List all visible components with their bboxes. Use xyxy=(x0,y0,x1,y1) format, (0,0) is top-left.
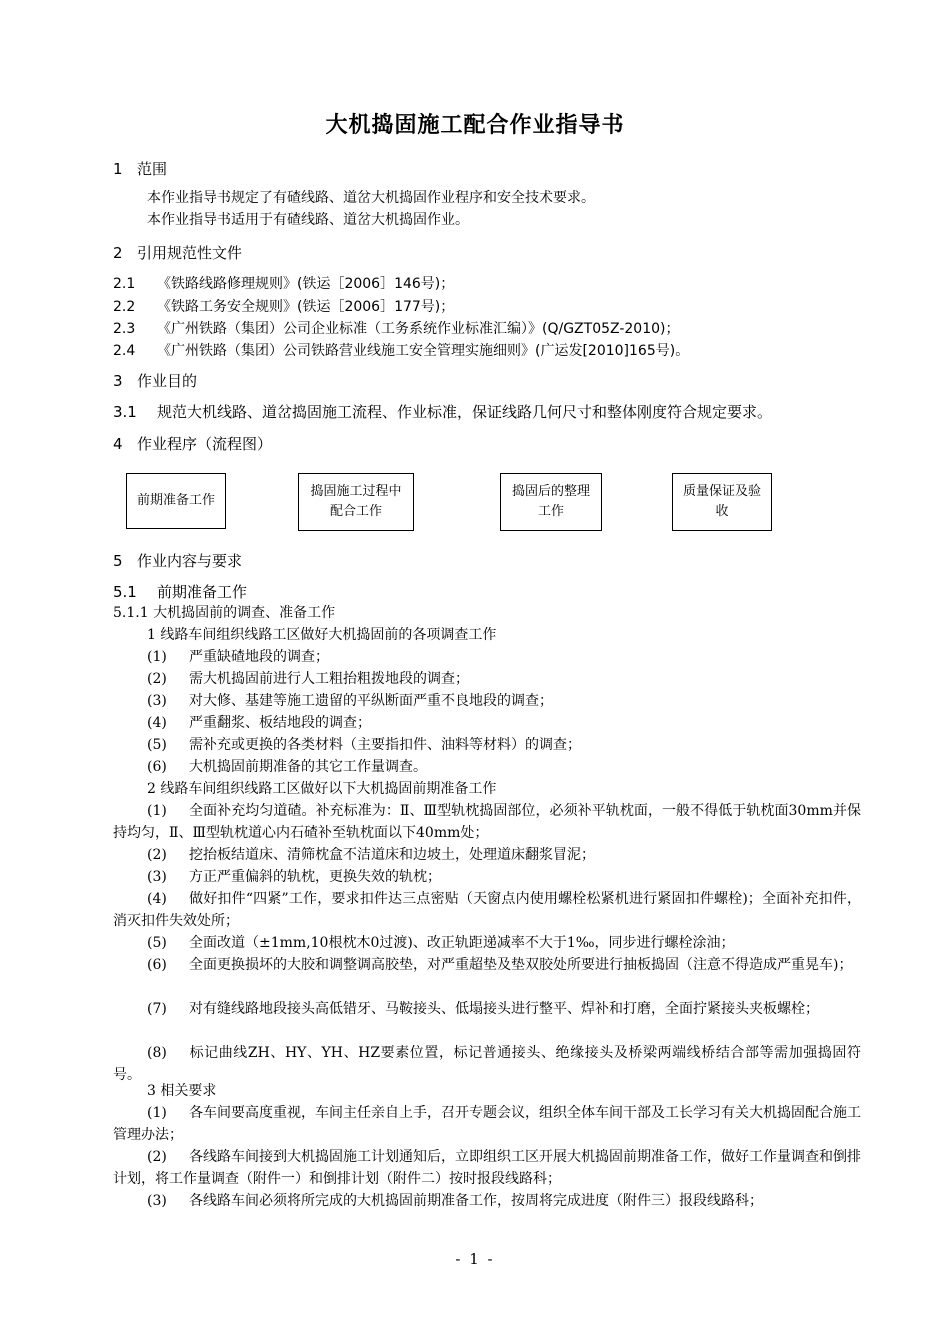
paragraph: 本作业指导书规定了有碴线路、道岔大机捣固作业程序和安全技术要求。 xyxy=(147,190,595,206)
item-text: 各线路车间必须将所完成的大机捣固前期准备工作，按周将完成进度（附件三）报段线路科； xyxy=(189,1193,763,1209)
list-item xyxy=(147,712,371,734)
group-title: 2 线路车间组织线路工区做好以下大机捣固前期准备工作 xyxy=(147,781,497,797)
item-text: 对有缝线路地段接头高低错牙、马鞍接头、低塌接头进行整平、焊补和打磨，全面拧紧接头夹板螺栓； xyxy=(189,1001,819,1017)
section-number: 4 xyxy=(113,435,123,453)
section-title: 作业程序（流程图） xyxy=(137,435,273,453)
item-text: 需大机捣固前进行人工粗抬粗拨地段的调查； xyxy=(189,671,469,687)
section-title: 范围 xyxy=(137,160,168,178)
item-label: (2) xyxy=(147,1149,167,1165)
subsection-number: 3.1 xyxy=(113,403,137,421)
reference-item xyxy=(113,318,680,338)
section-4-heading xyxy=(113,433,272,454)
item-text: 标记曲线ZH、HY、YH、HZ要素位置，标记普通接头、绝缘接头及桥梁两端线桥结合部等需加强捣固符号。 xyxy=(113,1045,861,1083)
page-title: 大机捣固施工配合作业指导书 xyxy=(325,113,625,138)
item-label: (1) xyxy=(147,1105,167,1121)
group-title: 3 相关要求 xyxy=(147,1083,217,1099)
item-text: 全面改道（±1mm,10根枕木0过渡)、改正轨距递减率不大于1‰，同步进行螺栓涂油； xyxy=(189,935,735,951)
subsubsection-title: 5.1.1 大机捣固前的调查、准备工作 xyxy=(113,605,336,621)
item-label: (3) xyxy=(147,869,167,885)
item-text: 做好扣件“四紧”工作，要求扣件达三点密贴（天窗点内使用螺栓松紧机进行紧固扣件螺栓)；全面补充扣件，消灭扣件失效处所； xyxy=(113,891,861,929)
item-label: (4) xyxy=(147,715,167,731)
item-text: 各线路车间接到大机捣固施工计划通知后，立即组织工区开展大机捣固前期准备工作，做好工作量调查和倒排计划，将工作量调查（附件一）和倒排计划（附件二）按时报段线路科； xyxy=(113,1149,861,1187)
item-label: (3) xyxy=(147,693,167,709)
reference-item xyxy=(113,273,454,293)
list-item xyxy=(147,668,469,690)
reference-item xyxy=(113,340,689,360)
flowchart-box: 前期准备工作 xyxy=(126,473,226,529)
list-item xyxy=(113,932,861,954)
item-label: (1) xyxy=(147,649,167,665)
item-label: (6) xyxy=(147,759,167,775)
subsection-5-1 xyxy=(113,581,247,602)
section-title: 作业目的 xyxy=(137,372,198,390)
item-text: 严重缺碴地段的调查； xyxy=(189,649,329,665)
list-item xyxy=(147,690,553,712)
paragraph: 本作业指导书适用于有碴线路、道岔大机捣固作业。 xyxy=(147,212,469,228)
page-number: - 1 - xyxy=(455,1250,495,1268)
section-number: 2 xyxy=(113,244,123,262)
list-item xyxy=(147,734,581,756)
flowchart-box: 捣固后的整理工作 xyxy=(500,473,602,531)
list-item xyxy=(113,954,861,976)
list-item xyxy=(113,1102,861,1146)
item-label: (3) xyxy=(147,1193,167,1209)
item-text: 方正严重偏斜的轨枕，更换失效的轨枕； xyxy=(189,869,441,885)
item-text: 大机捣固前期准备的其它工作量调查。 xyxy=(189,759,427,775)
item-label: (2) xyxy=(147,671,167,687)
list-item xyxy=(113,1190,861,1212)
section-title: 引用规范性文件 xyxy=(137,244,243,262)
item-text: 挖抬板结道床、清筛枕盒不洁道床和边坡土，处理道床翻浆冒泥； xyxy=(189,847,595,863)
item-label: (1) xyxy=(147,803,167,819)
list-item xyxy=(147,756,427,778)
reference-text: 《广州铁路（集团）公司铁路营业线施工安全管理实施细则》(广运发[2010]165号)。 xyxy=(157,343,690,359)
reference-item xyxy=(113,296,454,316)
section-title: 作业内容与要求 xyxy=(137,552,243,570)
item-text: 严重翻浆、板结地段的调查； xyxy=(189,715,371,731)
item-text: 各车间要高度重视，车间主任亲自上手，召开专题会议，组织全体车间干部及工长学习有关大机捣固配合施工管理办法； xyxy=(113,1105,861,1143)
section-number: 5 xyxy=(113,552,123,570)
item-text: 全面更换损坏的大胶和调整调高胶垫，对严重超垫及垫双胶处所要进行抽板捣固（注意不得造成严重晃车)； xyxy=(189,957,853,973)
list-item xyxy=(113,866,861,888)
item-label: (8) xyxy=(147,1045,167,1061)
list-item xyxy=(147,646,329,668)
subsection-text: 规范大机线路、道岔捣固施工流程、作业标准，保证线路几何尺寸和整体刚度符合规定要求。 xyxy=(157,403,773,421)
flowchart-box: 捣固施工过程中配合工作 xyxy=(298,473,414,531)
list-item xyxy=(113,998,861,1020)
item-text: 全面补充均匀道碴。补充标准为：Ⅱ、Ⅲ型轨枕捣固部位，必须补平轨枕面，一般不得低于轨枕面30mm并保持均匀，Ⅱ、Ⅲ型轨枕道心内石碴补至轨枕面以下40mm处； xyxy=(113,803,861,841)
list-item xyxy=(113,1042,861,1086)
item-label: (5) xyxy=(147,935,167,951)
subsection-title: 前期准备工作 xyxy=(157,583,248,601)
list-item xyxy=(113,888,861,932)
list-item xyxy=(113,800,861,844)
section-3-heading xyxy=(113,370,197,391)
list-item xyxy=(113,844,861,866)
reference-text: 《铁路线路修理规则》(铁运［2006］146号)； xyxy=(157,276,455,292)
item-label: (5) xyxy=(147,737,167,753)
reference-text: 《广州铁路（集团）公司企业标准（工务系统作业标准汇编）》(Q/GZT05Z-2010)； xyxy=(157,321,680,337)
section-number: 1 xyxy=(113,160,123,178)
subsection-number: 5.1 xyxy=(113,583,137,601)
item-text: 对大修、基建等施工遗留的平纵断面严重不良地段的调查； xyxy=(189,693,553,709)
section-2-heading xyxy=(113,242,242,263)
item-label: (6) xyxy=(147,957,167,973)
item-label: (4) xyxy=(147,891,167,907)
section-1-heading xyxy=(113,158,167,179)
item-text: 需补充或更换的各类材料（主要指扣件、油料等材料）的调查； xyxy=(189,737,581,753)
section-5-heading xyxy=(113,550,242,571)
flowchart-box: 质量保证及验收 xyxy=(672,473,772,531)
group-title: 1 线路车间组织线路工区做好大机捣固前的各项调查工作 xyxy=(147,627,497,643)
reference-text: 《铁路工务安全规则》(铁运［2006］177号)； xyxy=(157,299,455,315)
reference-number: 2.2 xyxy=(113,299,136,315)
subsection-3-1 xyxy=(113,401,772,422)
reference-number: 2.4 xyxy=(113,343,136,359)
reference-number: 2.3 xyxy=(113,321,136,337)
item-label: (7) xyxy=(147,1001,167,1017)
reference-number: 2.1 xyxy=(113,276,136,292)
item-label: (2) xyxy=(147,847,167,863)
section-number: 3 xyxy=(113,372,123,390)
list-item xyxy=(113,1146,861,1190)
